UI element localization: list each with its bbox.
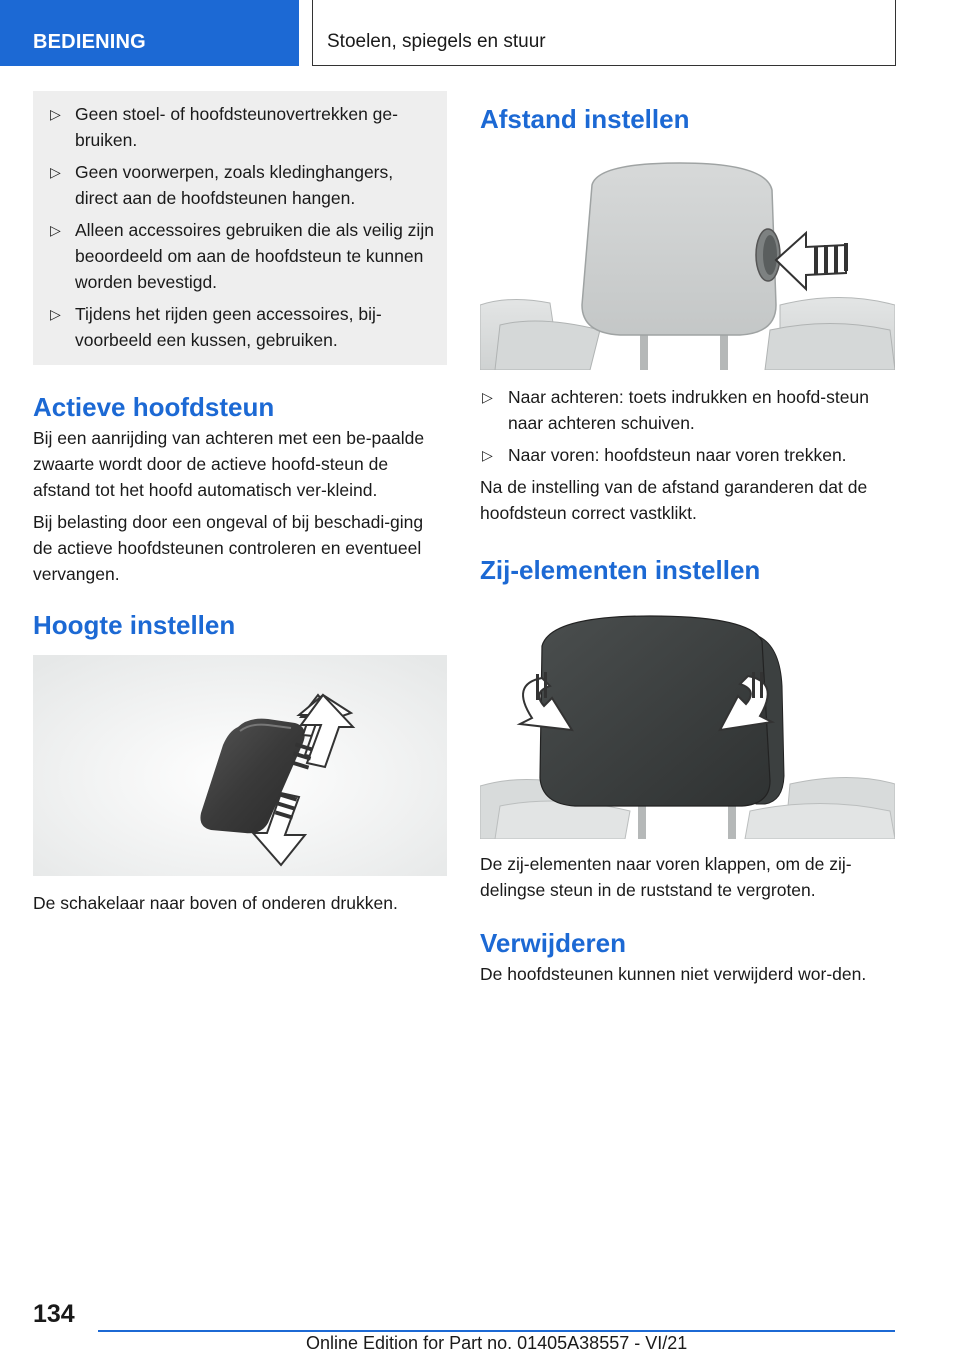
header-chapter-label: Stoelen, spiegels en stuur [327,31,546,52]
active-headrest-paragraph-2: Bij belasting door een ongeval of bij beschadi-ging de actieve hoofdsteunen controleren en eventueel vervangen. [33,512,424,584]
triangle-right-icon: ▷ [50,164,61,180]
distance-item: ▷ Naar voren: hoofdsteun naar voren trekken. [480,442,895,468]
side-elements-illustration [480,606,895,839]
distance-item: ▷ Naar achteren: toets indrukken en hoofd-steun naar achteren schuiven. [480,384,895,436]
triangle-right-icon: ▷ [482,389,493,405]
active-headrest-heading: Actieve hoofdsteun [33,392,275,422]
side-elements-paragraph: De zij-elementen naar voren klappen, om de zij-delingse steun in de ruststand te vergroten. [480,854,852,900]
triangle-right-icon: ▷ [50,306,61,322]
header-chapter-box [312,0,896,66]
triangle-right-icon: ▷ [482,447,493,463]
notice-item: ▷ Tijdens het rijden geen accessoires, bij-voorbeeld een kussen, gebruiken. [43,301,435,353]
warning-notice-box [33,91,447,365]
remove-heading: Verwijderen [480,928,626,958]
left-column [33,91,447,916]
notice-item: ▷ Alleen accessoires gebruiken die als veilig zijn beoordeeld om aan de hoofdsteun te kunnen worden bevestigd. [43,217,435,295]
footer-divider [98,1330,895,1332]
footer-edition: Online Edition for Part no. 01405A38557 - VI/21 [306,1333,688,1353]
headrest-distance-illustration [480,155,895,370]
active-headrest-paragraph-1: Bij een aanrijding van achteren met een be-paalde zwaarte wordt door de actieve hoofd-steun de afstand tot het hoofd automatisch ver-kleind. [33,428,425,500]
right-column [480,91,895,987]
height-caption: De schakelaar naar boven of onderen drukken. [33,893,398,913]
header-section-tab [0,0,299,66]
header-section-label: BEDIENING [33,31,146,53]
page-number: 134 [33,1300,75,1328]
triangle-right-icon: ▷ [50,222,61,238]
side-elements-heading: Zij-elementen instellen [480,555,761,585]
remove-paragraph: De hoofdsteunen kunnen niet verwijderd wor-den. [480,964,867,984]
notice-item: ▷ Geen voorwerpen, zoals kledinghangers, direct aan de hoofdsteunen hangen. [43,159,435,211]
distance-heading: Afstand instellen [480,104,690,134]
triangle-right-icon: ▷ [50,106,61,122]
height-heading: Hoogte instellen [33,610,236,640]
distance-paragraph: Na de instelling van de afstand garanderen dat de hoofdsteun correct vastklikt. [480,477,868,523]
notice-item: ▷ Geen stoel- of hoofdsteunovertrekken ge-bruiken. [43,101,435,153]
height-switch-illustration [33,655,447,876]
